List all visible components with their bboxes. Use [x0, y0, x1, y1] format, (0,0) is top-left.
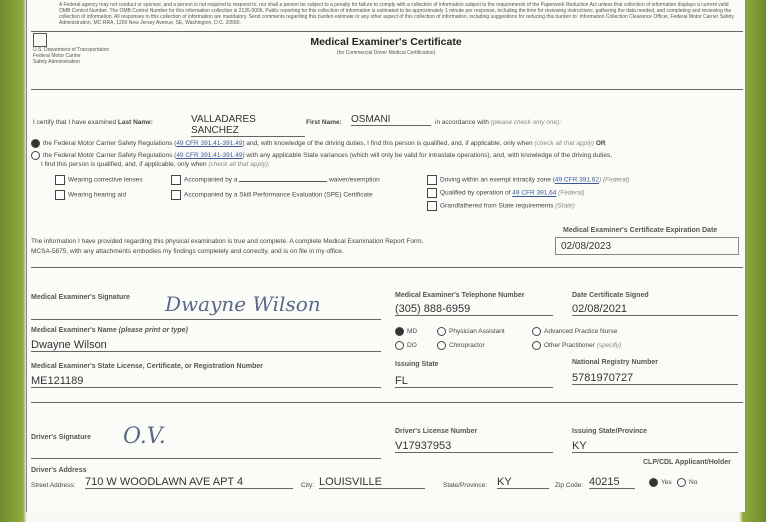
form-title: Medical Examiner's Certificate	[310, 36, 462, 48]
expiration-label: Medical Examiner's Certificate Expiration Date	[563, 227, 718, 234]
license-field[interactable]: ME121189	[31, 375, 381, 388]
cond-waiver[interactable]: Accompanied by a waiver/exemption	[171, 175, 380, 185]
md-radio[interactable]	[395, 327, 404, 336]
cdl-no[interactable]: No	[677, 478, 697, 487]
apn-radio[interactable]	[532, 327, 541, 336]
hearing-checkbox[interactable]	[55, 190, 65, 200]
zip-label: Zip Code:	[555, 482, 584, 489]
cdl-yes-radio[interactable]	[649, 478, 658, 487]
credential-md[interactable]: MD	[395, 327, 417, 336]
credential-apn[interactable]: Advanced Practice Nurse	[532, 327, 617, 336]
certificate-form	[26, 0, 746, 512]
driver-signature-label: Driver's Signature	[31, 434, 92, 441]
do-radio[interactable]	[395, 341, 404, 350]
cfr-link-2[interactable]: 49 CFR 391.41-391.49	[176, 152, 243, 160]
spe-checkbox[interactable]	[171, 190, 181, 200]
city-field[interactable]: LOUISVILLE	[319, 476, 425, 489]
phone-label: Medical Examiner's Telephone Number	[395, 292, 525, 299]
other-radio[interactable]	[532, 341, 541, 350]
cond-qualified[interactable]: Qualified by operation of 49 CFR 391.64 (Federal)	[427, 188, 585, 198]
last-name-field[interactable]: VALLADARES SANCHEZ	[191, 114, 305, 137]
issuing-state-field[interactable]: FL	[395, 375, 553, 388]
license-label: Medical Examiner's State License, Certificate, or Registration Number	[31, 363, 263, 370]
attest-line1: The information I have provided regarding this physical examination is true and complete. A complete Medical Examination Report Form,	[31, 238, 424, 245]
option-state-variance[interactable]: the Federal Motor Carrier Safety Regulations (49 CFR 391.41-391.49) with any applicable State variances (which will only be valid for intrastate operations), and, with knowledge of the driving duties,	[31, 151, 612, 160]
driver-state-field[interactable]: KY	[572, 440, 738, 453]
first-name-field[interactable]: OSMANI	[351, 114, 431, 126]
driver-license-field[interactable]: V17937953	[395, 440, 553, 453]
examiner-signature: Dwayne Wilson	[165, 292, 321, 316]
zip-field[interactable]: 40215	[589, 476, 635, 489]
credential-do[interactable]: DO	[395, 341, 417, 350]
driver-state-label: Issuing State/Province	[572, 428, 648, 435]
driver-signature: O.V.	[123, 424, 166, 449]
cond-intracity[interactable]: Driving within an exempt intracity zone (49 CFR 391.62) (Federal)	[427, 175, 629, 185]
pa-radio[interactable]	[437, 327, 446, 336]
phone-field[interactable]: (305) 888-6959	[395, 303, 553, 316]
qualified-checkbox[interactable]	[427, 188, 437, 198]
cfr-link-1[interactable]: 49 CFR 391.41-391.49	[176, 140, 243, 148]
driver-license-label: Driver's License Number	[395, 428, 478, 435]
date-signed-field[interactable]: 02/08/2021	[572, 303, 738, 316]
credential-other[interactable]: Other Practitioner (specify)	[532, 341, 621, 350]
examiner-name-label: Medical Examiner's Name (please print or type)	[31, 327, 188, 334]
chiro-radio[interactable]	[437, 341, 446, 350]
sp-field[interactable]: KY	[497, 476, 549, 489]
cond-lenses[interactable]: Wearing corrective lenses	[55, 175, 143, 185]
agency-line3: Safety Administration	[33, 59, 80, 65]
issuing-state-label: Issuing State	[395, 361, 439, 368]
agency-line2: Federal Motor Carrier	[33, 53, 81, 59]
attest-line2: MCSA-5875, with any attachments embodies my findings completely and correctly, and is on file in my office.	[31, 248, 344, 255]
federal-radio[interactable]	[31, 139, 40, 148]
first-name-label: First Name:	[306, 119, 342, 126]
street-field[interactable]: 710 W WOODLAWN AVE APT 4	[85, 476, 293, 489]
examiner-name-field[interactable]: Dwayne Wilson	[31, 339, 381, 352]
cdl-yes[interactable]: Yes	[649, 478, 672, 487]
form-subtitle: (for Commercial Driver Medical Certification)	[336, 50, 436, 56]
last-name-label: Last Name:	[117, 119, 153, 126]
driver-address-label: Driver's Address	[31, 467, 87, 474]
registry-label: National Registry Number	[572, 359, 658, 366]
accordance-text: in accordance with (please check only one):	[435, 119, 562, 126]
cdl-no-radio[interactable]	[677, 478, 686, 487]
credential-pa[interactable]: Physician Assistant	[437, 327, 505, 336]
intracity-checkbox[interactable]	[427, 175, 437, 185]
lenses-checkbox[interactable]	[55, 175, 65, 185]
registry-field[interactable]: 5781970727	[572, 372, 738, 385]
grandfathered-checkbox[interactable]	[427, 201, 437, 211]
option-state-variance-cont: I find this person is qualified, and, if applicable, only when (check all that apply):	[41, 161, 270, 168]
credential-chiro[interactable]: Chiropractor	[437, 341, 485, 350]
certify-intro: I certify that I have examined	[33, 119, 117, 126]
state-variance-radio[interactable]	[31, 151, 40, 160]
date-signed-label: Date Certificate Signed	[572, 292, 649, 299]
cond-spe[interactable]: Accompanied by a Skill Performance Evaluation (SPE) Certificate	[171, 190, 373, 200]
examiner-signature-label: Medical Examiner's Signature	[31, 294, 130, 301]
city-label: City:	[301, 482, 314, 489]
sp-label: State/Province:	[443, 482, 488, 489]
certify-line	[33, 119, 153, 126]
cdl-label: CLP/CDL Applicant/Holder	[643, 459, 731, 466]
option-federal[interactable]: the Federal Motor Carrier Safety Regulations (49 CFR 391.41-391.49) and, with knowledge of the driving duties, I find this person is qualified, and, if applicable, only when (check all that apply) OR	[31, 139, 606, 148]
burden-statement: A Federal agency may not conduct or sponsor, and a person is not required to respond to, nor shall a person be subject to a penalty for failure to comply with a collection of information subject to the requirements of the Paperwork Reduction Act unless that collection of information displays a current valid OMB Control Number. The OMB Control Number for this information collection is 2126-0006. Public reporting for this collection of information is estimated to be approximately 1 minute per response, including the time for reviewing instructions, gathering the data needed, and completing and reviewing the collection of information. All responses to this collection of information are mandatory. Send comments regarding this burden estimate or any other aspect of this collection of information, including suggestions for reducing this burden to: Information Collection Clearance Officer, Federal Motor Carrier Safety Administration, MC-RRA, 1200 New Jersey Avenue, SE, Washington, D.C. 20590.	[59, 2, 734, 26]
cond-grandfathered[interactable]: Grandfathered from State requirements (State)	[427, 201, 575, 211]
expiration-field[interactable]: 02/08/2023	[555, 237, 739, 255]
cond-hearing[interactable]: Wearing hearing aid	[55, 190, 126, 200]
waiver-checkbox[interactable]	[171, 175, 181, 185]
street-label: Street Address:	[31, 482, 76, 489]
agency-line1: U.S. Department of Transportation	[33, 47, 110, 53]
